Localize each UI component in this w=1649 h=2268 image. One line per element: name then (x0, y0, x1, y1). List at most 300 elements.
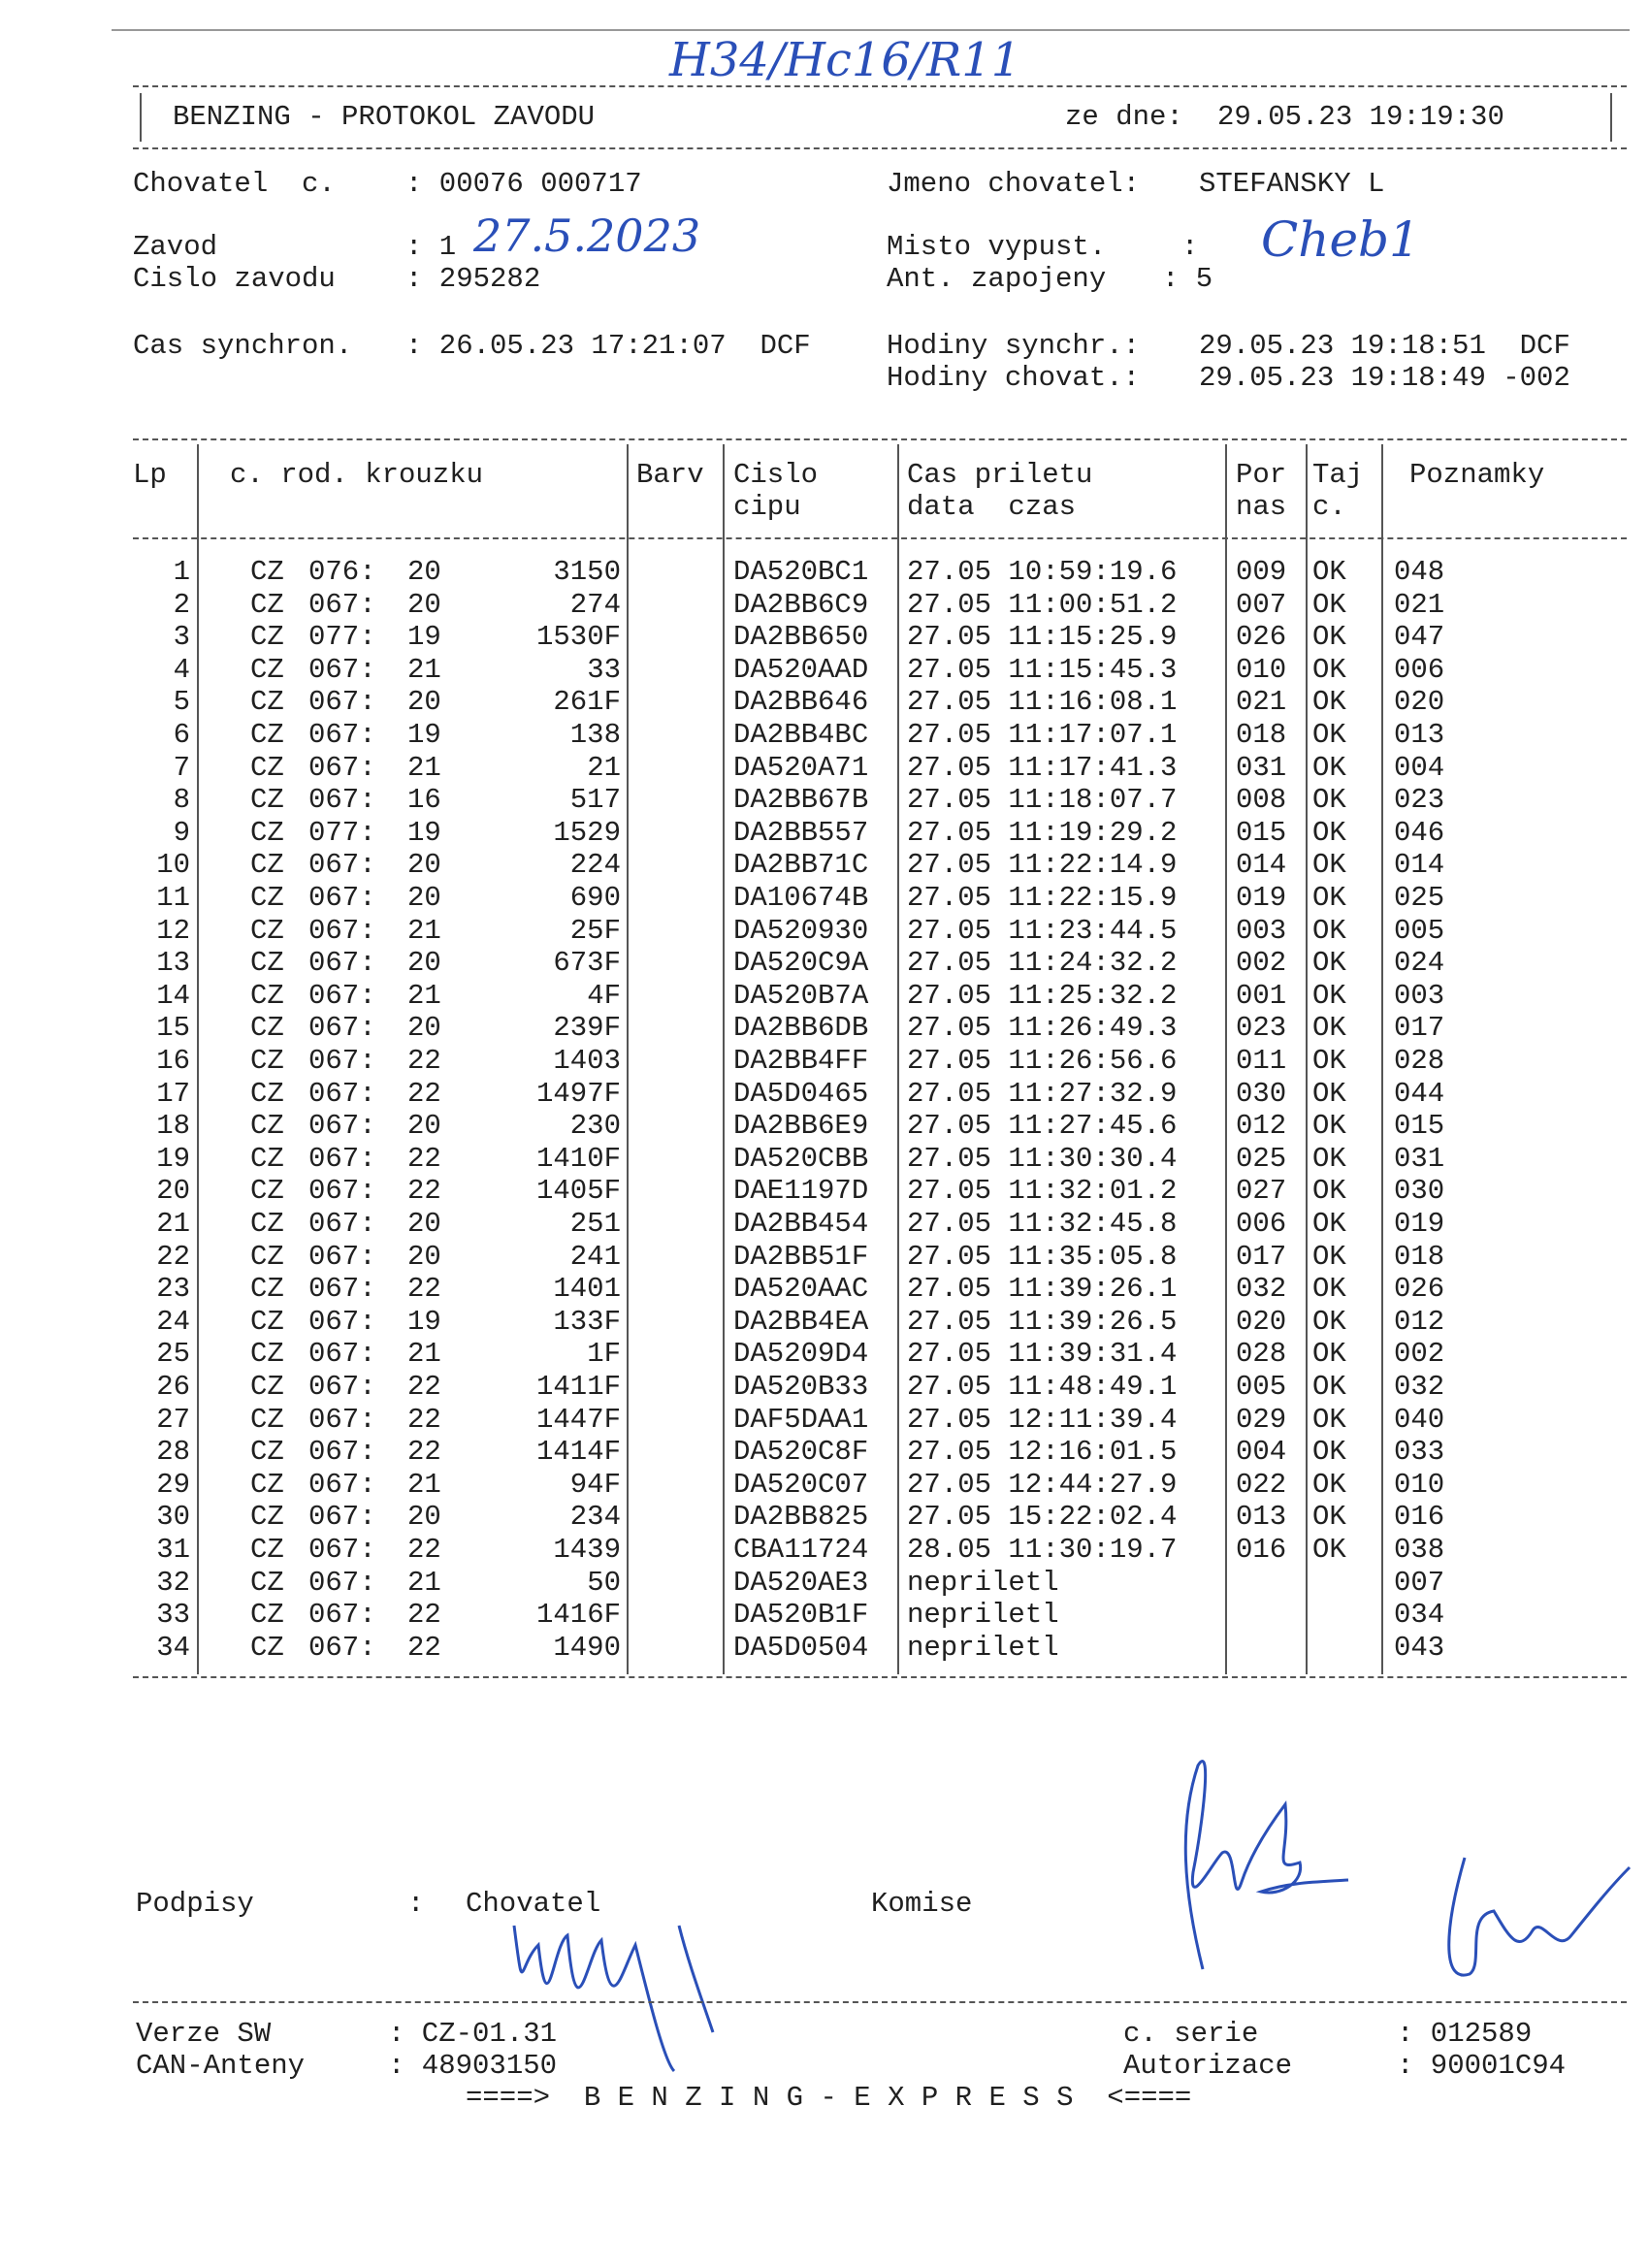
cell-year: 21 (407, 1468, 441, 1501)
cell-lp: 7 (173, 751, 190, 784)
cell-ring-number: 1F (587, 1338, 621, 1371)
cell-year: 19 (407, 1305, 441, 1338)
cell-club: 067: (308, 1338, 376, 1371)
handwritten-top-code: H34/Hc16/R11 (669, 33, 1021, 87)
release-place-sep: : (1181, 231, 1199, 263)
cell-club: 067: (308, 1045, 376, 1077)
cell-arrival: 27.05 11:26:49.3 (907, 1012, 1178, 1045)
cell-ring-number: 1403 (553, 1045, 621, 1077)
cell-club: 067: (308, 719, 376, 751)
cell-arrival: 27.05 11:18:07.7 (907, 784, 1178, 817)
cell-arrival: 27.05 11:27:32.9 (907, 1077, 1178, 1110)
breeder-name-value: STEFANSKY L (1199, 168, 1385, 200)
cell-ring-number: 3150 (553, 556, 621, 588)
cell-order: 002 (1236, 947, 1287, 980)
cell-year: 20 (407, 1240, 441, 1273)
header-notes: Poznamky (1409, 459, 1545, 491)
cell-country: CZ (250, 914, 284, 947)
cell-club: 067: (308, 1534, 376, 1566)
cell-note: 044 (1394, 1077, 1445, 1110)
cell-note: 025 (1394, 882, 1445, 914)
cell-lp: 2 (173, 588, 190, 621)
cell-lp: 1 (173, 556, 190, 588)
cell-country: CZ (250, 588, 284, 621)
cell-year: 21 (407, 1566, 441, 1599)
cell-lp: 30 (156, 1501, 190, 1534)
cell-order: 022 (1236, 1468, 1287, 1501)
cell-club: 067: (308, 1631, 376, 1664)
cell-year: 21 (407, 914, 441, 947)
cell-year: 22 (407, 1273, 441, 1306)
cell-year: 19 (407, 816, 441, 849)
cell-arrival: 27.05 12:16:01.5 (907, 1436, 1178, 1469)
cell-secret: OK (1312, 1110, 1346, 1143)
cell-note: 005 (1394, 914, 1445, 947)
cell-ring-number: 1447F (535, 1403, 621, 1436)
report-date-label: ze dne: (1065, 101, 1183, 133)
cell-ring-number: 1401 (553, 1273, 621, 1306)
cell-ring-number: 261F (553, 686, 621, 719)
cell-note: 048 (1394, 556, 1445, 588)
handwritten-release-place: Cheb1 (1261, 211, 1420, 268)
header-right-border (1610, 93, 1612, 142)
cell-arrival: 27.05 11:23:44.5 (907, 914, 1178, 947)
cell-lp: 4 (173, 653, 190, 686)
header-secret-2: c. (1312, 491, 1346, 523)
cell-lp: 25 (156, 1338, 190, 1371)
cell-country: CZ (250, 556, 284, 588)
cell-country: CZ (250, 1240, 284, 1273)
cell-ring-number: 224 (569, 849, 621, 882)
cell-secret: OK (1312, 979, 1346, 1012)
cell-club: 067: (308, 1142, 376, 1175)
cell-order: 020 (1236, 1305, 1287, 1338)
cell-arrival: 27.05 11:22:15.9 (907, 882, 1178, 914)
cell-arrival: 27.05 11:32:45.8 (907, 1208, 1178, 1240)
cell-country: CZ (250, 1208, 284, 1240)
antennas-value: : 5 (1162, 263, 1213, 295)
cell-note: 046 (1394, 816, 1445, 849)
cell-country: CZ (250, 882, 284, 914)
breeder-no-value: : 00076 000717 (405, 168, 642, 200)
cell-note: 018 (1394, 1240, 1445, 1273)
cell-chip: DA520A71 (733, 751, 869, 784)
table-top-border (133, 438, 1627, 440)
cell-secret: OK (1312, 1045, 1346, 1077)
cell-note: 010 (1394, 1468, 1445, 1501)
cell-lp: 5 (173, 686, 190, 719)
header-chip-2: cipu (733, 491, 801, 523)
header-secret-1: Taj (1312, 459, 1364, 491)
cell-country: CZ (250, 1012, 284, 1045)
cell-secret: OK (1312, 1012, 1346, 1045)
cell-lp: 24 (156, 1305, 190, 1338)
clock-sync-value: 29.05.23 19:18:51 DCF (1199, 330, 1570, 362)
cell-country: CZ (250, 1077, 284, 1110)
cell-order: 017 (1236, 1240, 1287, 1273)
header-chip-1: Cislo (733, 459, 819, 491)
cell-secret: OK (1312, 653, 1346, 686)
cell-ring-number: 50 (587, 1566, 621, 1599)
cell-chip: DA2BB557 (733, 816, 869, 849)
cell-country: CZ (250, 1110, 284, 1143)
col-sep-order (1306, 444, 1308, 1674)
sync-label: Cas synchron. (133, 330, 353, 362)
cell-note: 043 (1394, 1631, 1445, 1664)
cell-lp: 32 (156, 1566, 190, 1599)
cell-note: 030 (1394, 1175, 1445, 1208)
cell-chip: DA520BC1 (733, 556, 869, 588)
footer-top-border (133, 2001, 1627, 2003)
cell-chip: DA2BB646 (733, 686, 869, 719)
cell-club: 067: (308, 1436, 376, 1469)
cell-country: CZ (250, 1045, 284, 1077)
header-color: Barv (636, 459, 704, 491)
cell-note: 038 (1394, 1534, 1445, 1566)
cell-chip: DA5D0504 (733, 1631, 869, 1664)
cell-order: 026 (1236, 621, 1287, 654)
cell-club: 067: (308, 1077, 376, 1110)
cell-year: 19 (407, 621, 441, 654)
cell-country: CZ (250, 947, 284, 980)
cell-year: 20 (407, 556, 441, 588)
cell-arrival: 28.05 11:30:19.7 (907, 1534, 1178, 1566)
cell-ring-number: 21 (587, 751, 621, 784)
cell-arrival: 27.05 10:59:19.6 (907, 556, 1178, 588)
cell-arrival: 27.05 11:35:05.8 (907, 1240, 1178, 1273)
cell-ring-number: 1530F (535, 621, 621, 654)
cell-note: 002 (1394, 1338, 1445, 1371)
cell-note: 003 (1394, 979, 1445, 1012)
cell-year: 22 (407, 1534, 441, 1566)
cell-ring-number: 1416F (535, 1599, 621, 1632)
cell-country: CZ (250, 1338, 284, 1371)
cell-lp: 6 (173, 719, 190, 751)
cell-lp: 33 (156, 1599, 190, 1632)
cell-club: 067: (308, 686, 376, 719)
cell-arrival: nepriletl (907, 1599, 1059, 1632)
cell-ring-number: 133F (553, 1305, 621, 1338)
cell-order: 027 (1236, 1175, 1287, 1208)
cell-ring-number: 230 (569, 1110, 621, 1143)
cell-order: 021 (1236, 686, 1287, 719)
cell-country: CZ (250, 816, 284, 849)
breeder-no-label: Chovatel c. (133, 168, 336, 200)
cell-chip: DA520B33 (733, 1371, 869, 1403)
cell-country: CZ (250, 979, 284, 1012)
cell-order: 007 (1236, 588, 1287, 621)
cell-order: 003 (1236, 914, 1287, 947)
cell-secret: OK (1312, 1501, 1346, 1534)
cell-country: CZ (250, 1566, 284, 1599)
cell-country: CZ (250, 1371, 284, 1403)
clock-breeder-value: 29.05.23 19:18:49 -002 (1199, 362, 1570, 394)
cell-arrival: 27.05 11:39:26.5 (907, 1305, 1178, 1338)
benzing-express-brand: ====> B E N Z I N G - E X P R E S S <==== (466, 2082, 1192, 2114)
cell-note: 017 (1394, 1012, 1445, 1045)
cell-order: 028 (1236, 1338, 1287, 1371)
cell-note: 031 (1394, 1142, 1445, 1175)
cell-note: 015 (1394, 1110, 1445, 1143)
cell-year: 20 (407, 1110, 441, 1143)
cell-arrival: 27.05 11:30:30.4 (907, 1142, 1178, 1175)
cell-chip: DA520AAD (733, 653, 869, 686)
cell-country: CZ (250, 1403, 284, 1436)
cell-year: 20 (407, 1012, 441, 1045)
antennas-label: Ant. zapojeny (887, 263, 1107, 295)
cell-country: CZ (250, 1631, 284, 1664)
cell-order: 030 (1236, 1077, 1287, 1110)
cell-club: 067: (308, 751, 376, 784)
col-sep-lp (197, 444, 199, 1674)
cell-year: 22 (407, 1436, 441, 1469)
cell-note: 007 (1394, 1566, 1445, 1599)
cell-lp: 16 (156, 1045, 190, 1077)
cell-arrival: 27.05 11:39:26.1 (907, 1273, 1178, 1306)
cell-club: 067: (308, 1305, 376, 1338)
cell-ring-number: 1497F (535, 1077, 621, 1110)
clock-sync-label: Hodiny synchr.: (887, 330, 1141, 362)
cell-secret: OK (1312, 588, 1346, 621)
cell-order: 016 (1236, 1534, 1287, 1566)
cell-club: 067: (308, 1468, 376, 1501)
cell-year: 22 (407, 1142, 441, 1175)
cell-secret: OK (1312, 686, 1346, 719)
cell-lp: 20 (156, 1175, 190, 1208)
cell-arrival: nepriletl (907, 1631, 1059, 1664)
cell-note: 026 (1394, 1273, 1445, 1306)
cell-arrival: 27.05 11:39:31.4 (907, 1338, 1178, 1371)
cell-secret: OK (1312, 1273, 1346, 1306)
cell-club: 067: (308, 1273, 376, 1306)
cell-club: 067: (308, 914, 376, 947)
cell-country: CZ (250, 1175, 284, 1208)
cell-lp: 15 (156, 1012, 190, 1045)
cell-note: 019 (1394, 1208, 1445, 1240)
cell-chip: DAE1197D (733, 1175, 869, 1208)
cell-year: 21 (407, 1338, 441, 1371)
cell-note: 012 (1394, 1305, 1445, 1338)
report-date-value: 29.05.23 19:19:30 (1217, 101, 1504, 133)
cell-chip: DA520930 (733, 914, 869, 947)
cell-ring-number: 1529 (553, 816, 621, 849)
cell-chip: DA5209D4 (733, 1338, 869, 1371)
cell-arrival: 27.05 11:15:25.9 (907, 621, 1178, 654)
cell-note: 047 (1394, 621, 1445, 654)
cell-lp: 8 (173, 784, 190, 817)
page-top-rule (112, 29, 1630, 31)
cell-secret: OK (1312, 784, 1346, 817)
cell-lp: 10 (156, 849, 190, 882)
cell-ring-number: 1414F (535, 1436, 621, 1469)
commission-signature-2 (1426, 1838, 1639, 2003)
cell-club: 067: (308, 1110, 376, 1143)
cell-secret: OK (1312, 1534, 1346, 1566)
cell-chip: DA2BB4FF (733, 1045, 869, 1077)
cell-ring-number: 673F (553, 947, 621, 980)
sw-version-label: Verze SW (136, 2018, 272, 2050)
cell-year: 19 (407, 719, 441, 751)
cell-lp: 19 (156, 1142, 190, 1175)
cell-club: 067: (308, 1012, 376, 1045)
cell-arrival: 27.05 11:17:41.3 (907, 751, 1178, 784)
cell-secret: OK (1312, 1403, 1346, 1436)
cell-ring-number: 1410F (535, 1142, 621, 1175)
cell-club: 067: (308, 1403, 376, 1436)
cell-arrival: nepriletl (907, 1566, 1059, 1599)
col-sep-color (723, 444, 725, 1674)
cell-note: 014 (1394, 849, 1445, 882)
handwritten-race-date: 27.5.2023 (473, 210, 701, 262)
cell-year: 20 (407, 686, 441, 719)
cell-order: 001 (1236, 979, 1287, 1012)
race-no-label: Cislo zavodu (133, 263, 336, 295)
authorization-label: Autorizace (1123, 2050, 1293, 2082)
cell-club: 067: (308, 1501, 376, 1534)
cell-secret: OK (1312, 1077, 1346, 1110)
cell-club: 067: (308, 947, 376, 980)
cell-club: 076: (308, 556, 376, 588)
serial-value: : 012589 (1397, 2018, 1533, 2050)
cell-country: CZ (250, 1273, 284, 1306)
cell-note: 021 (1394, 588, 1445, 621)
cell-secret: OK (1312, 882, 1346, 914)
cell-club: 067: (308, 653, 376, 686)
cell-country: CZ (250, 719, 284, 751)
cell-country: CZ (250, 621, 284, 654)
cell-chip: DA2BB6C9 (733, 588, 869, 621)
cell-chip: DA2BB6DB (733, 1012, 869, 1045)
cell-year: 20 (407, 882, 441, 914)
cell-lp: 18 (156, 1110, 190, 1143)
cell-lp: 3 (173, 621, 190, 654)
cell-note: 020 (1394, 686, 1445, 719)
cell-club: 067: (308, 1175, 376, 1208)
cell-note: 032 (1394, 1371, 1445, 1403)
header-bottom-border (133, 147, 1627, 149)
cell-note: 023 (1394, 784, 1445, 817)
cell-country: CZ (250, 1436, 284, 1469)
cell-order: 015 (1236, 816, 1287, 849)
commission-signature-1 (1145, 1746, 1358, 1979)
cell-note: 033 (1394, 1436, 1445, 1469)
cell-order: 019 (1236, 882, 1287, 914)
cell-country: CZ (250, 1468, 284, 1501)
cell-order: 014 (1236, 849, 1287, 882)
cell-secret: OK (1312, 556, 1346, 588)
cell-order: 031 (1236, 751, 1287, 784)
cell-lp: 13 (156, 947, 190, 980)
cell-arrival: 27.05 11:27:45.6 (907, 1110, 1178, 1143)
cell-order: 010 (1236, 653, 1287, 686)
cell-order: 018 (1236, 719, 1287, 751)
cell-chip: DA2BB51F (733, 1240, 869, 1273)
cell-lp: 11 (156, 882, 190, 914)
table-header-border (133, 537, 1627, 539)
cell-year: 22 (407, 1045, 441, 1077)
header-top-border (133, 85, 1627, 87)
signatures-sep: : (407, 1888, 425, 1920)
cell-chip: CBA11724 (733, 1534, 869, 1566)
cell-order: 011 (1236, 1045, 1287, 1077)
cell-chip: DA520AAC (733, 1273, 869, 1306)
cell-chip: DA2BB4EA (733, 1305, 869, 1338)
cell-ring-number: 94F (569, 1468, 621, 1501)
cell-note: 006 (1394, 653, 1445, 686)
cell-chip: DA2BB454 (733, 1208, 869, 1240)
cell-ring-number: 4F (587, 979, 621, 1012)
cell-year: 20 (407, 947, 441, 980)
cell-chip: DA2BB71C (733, 849, 869, 882)
cell-arrival: 27.05 11:19:29.2 (907, 816, 1178, 849)
col-sep-secret (1381, 444, 1383, 1674)
cell-ring-number: 274 (569, 588, 621, 621)
cell-year: 22 (407, 1077, 441, 1110)
cell-club: 067: (308, 1208, 376, 1240)
cell-country: CZ (250, 784, 284, 817)
cell-club: 067: (308, 784, 376, 817)
cell-club: 067: (308, 882, 376, 914)
cell-secret: OK (1312, 1338, 1346, 1371)
cell-arrival: 27.05 11:26:56.6 (907, 1045, 1178, 1077)
cell-year: 22 (407, 1631, 441, 1664)
header-arrival-1: Cas priletu (907, 459, 1093, 491)
cell-lp: 12 (156, 914, 190, 947)
header-left-border (140, 93, 142, 142)
cell-ring-number: 690 (569, 882, 621, 914)
cell-club: 067: (308, 1240, 376, 1273)
cell-order: 009 (1236, 556, 1287, 588)
cell-club: 067: (308, 1371, 376, 1403)
cell-country: CZ (250, 686, 284, 719)
cell-chip: DA2BB6E9 (733, 1110, 869, 1143)
cell-order: 005 (1236, 1371, 1287, 1403)
race-no-value: : 295282 (405, 263, 541, 295)
can-antennas-label: CAN-Anteny (136, 2050, 306, 2082)
cell-ring-number: 241 (569, 1240, 621, 1273)
cell-year: 20 (407, 1501, 441, 1534)
cell-chip: DA520AE3 (733, 1566, 869, 1599)
cell-lp: 21 (156, 1208, 190, 1240)
cell-chip: DA520B1F (733, 1599, 869, 1632)
cell-arrival: 27.05 11:32:01.2 (907, 1175, 1178, 1208)
race-value: : 1 (405, 231, 457, 263)
cell-lp: 23 (156, 1273, 190, 1306)
cell-secret: OK (1312, 816, 1346, 849)
cell-secret: OK (1312, 914, 1346, 947)
cell-secret: OK (1312, 1371, 1346, 1403)
header-arrival-2: data czas (907, 491, 1077, 523)
cell-ring-number: 234 (569, 1501, 621, 1534)
cell-order: 004 (1236, 1436, 1287, 1469)
cell-year: 20 (407, 1208, 441, 1240)
cell-secret: OK (1312, 719, 1346, 751)
cell-year: 20 (407, 849, 441, 882)
cell-lp: 28 (156, 1436, 190, 1469)
cell-secret: OK (1312, 1175, 1346, 1208)
cell-arrival: 27.05 11:00:51.2 (907, 588, 1178, 621)
header-order-1: Por (1236, 459, 1287, 491)
cell-chip: DA2BB825 (733, 1501, 869, 1534)
cell-ring-number: 1411F (535, 1371, 621, 1403)
cell-country: CZ (250, 1501, 284, 1534)
cell-lp: 27 (156, 1403, 190, 1436)
cell-lp: 26 (156, 1371, 190, 1403)
cell-arrival: 27.05 11:24:32.2 (907, 947, 1178, 980)
release-place-label: Misto vypust. (887, 231, 1107, 263)
cell-chip: DA520C8F (733, 1436, 869, 1469)
cell-ring-number: 1439 (553, 1534, 621, 1566)
